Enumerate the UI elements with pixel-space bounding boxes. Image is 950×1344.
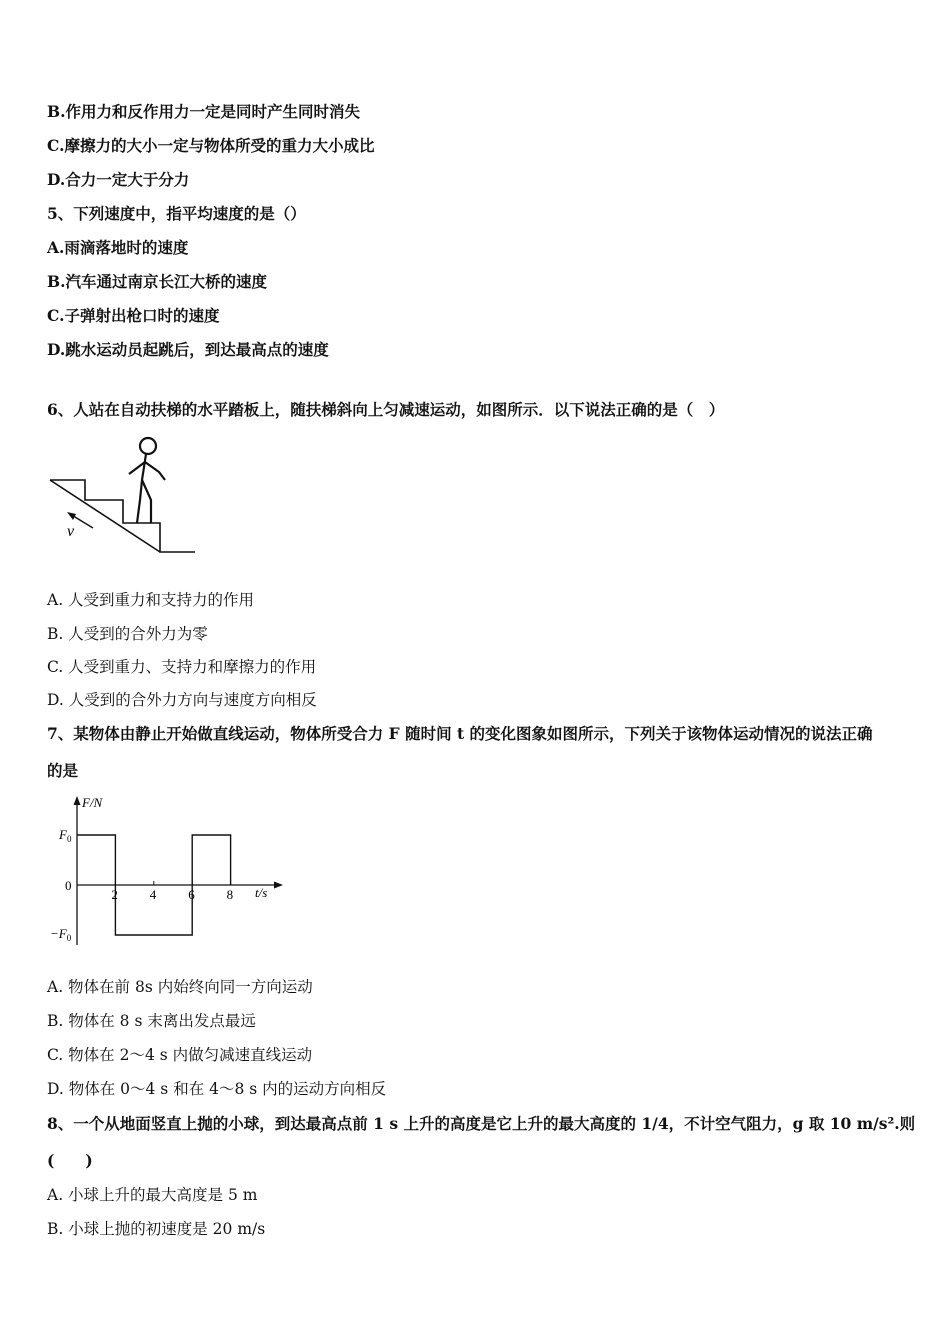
q8-option-a: A. 小球上升的最大高度是 5 m — [47, 1186, 258, 1204]
force-time-chart — [45, 793, 290, 953]
q8-stem-line2: ( ) — [47, 1151, 93, 1170]
q7-stem-line2: 的是 — [47, 761, 79, 780]
person-arm-right — [145, 462, 165, 480]
x-axis-label: t/s — [255, 885, 268, 900]
q4-option-c: C.摩擦力的大小一定与物体所受的重力大小成比 — [47, 136, 375, 155]
x-axis-arrow — [274, 882, 283, 889]
force-time-svg — [45, 793, 290, 953]
q8-stem-line1: 8、一个从地面竖直上抛的小球，到达最高点前 1 s 上升的高度是它上升的最大高度的 1/4，不计空气阻力，g 取 10 m/s².则 — [47, 1114, 916, 1133]
q5-option-c: C.子弹射出枪口时的速度 — [47, 306, 220, 325]
q6-option-c: C. 人受到重力、支持力和摩擦力的作用 — [47, 658, 317, 676]
q5-option-a: A.雨滴落地时的速度 — [47, 238, 189, 257]
q6-option-d: D. 人受到的合外力方向与速度方向相反 — [47, 691, 317, 709]
q7-option-d: D. 物体在 0～4 s 和在 4～8 s 内的运动方向相反 — [47, 1080, 387, 1098]
x-tick-label: 8 — [226, 887, 234, 902]
q7-stem-line1: 7、某物体由静止开始做直线运动，物体所受合力 F 随时间 t 的变化图象如图所示，下列关于该物体运动情况的说法正确 — [47, 724, 873, 743]
q7-option-c: C. 物体在 2～4 s 内做匀减速直线运动 — [47, 1046, 313, 1064]
y-tick-f0: $F_0$ — [59, 827, 72, 844]
x-tick-label: 4 — [149, 887, 157, 902]
person-head — [140, 438, 156, 454]
q8-option-b: B. 小球上抛的初速度是 20 m/s — [47, 1220, 266, 1238]
q7-option-b: B. 物体在 8 s 末离出发点最远 — [47, 1012, 256, 1030]
q5-option-d: D.跳水运动员起跳后，到达最高点的速度 — [47, 340, 329, 359]
escalator-figure — [45, 428, 200, 556]
y-axis-label: F/N — [82, 795, 103, 810]
person-body — [142, 454, 146, 480]
y-axis-arrow — [74, 796, 81, 805]
person-leg-right — [142, 480, 151, 523]
q4-option-d: D.合力一定大于分力 — [47, 170, 190, 189]
q6-option-a: A. 人受到重力和支持力的作用 — [47, 591, 255, 609]
q5-stem: 5、下列速度中，指平均速度的是（） — [47, 204, 306, 223]
y-tick-neg-f0: $-F_0$ — [50, 926, 72, 943]
escalator-incline — [50, 480, 160, 552]
q5-option-b: B.汽车通过南京长江大桥的速度 — [47, 272, 267, 291]
q7-option-a: A. 物体在前 8s 内始终向同一方向运动 — [47, 978, 313, 996]
q6-stem: 6、人站在自动扶梯的水平踏板上，随扶梯斜向上匀减速运动，如图所示．以下说法正确的是（ ） — [47, 400, 725, 419]
q4-option-b: B.作用力和反作用力一定是同时产生同时消失 — [47, 102, 360, 121]
velocity-arrow-head — [67, 512, 76, 520]
escalator-drawing — [45, 428, 200, 556]
person-leg-left — [137, 480, 142, 523]
velocity-label: v — [67, 523, 75, 540]
y-tick-zero: 0 — [65, 878, 72, 893]
q6-option-b: B. 人受到的合外力为零 — [47, 625, 208, 643]
x-tick-label: 2 — [111, 887, 118, 902]
x-tick-label: 6 — [188, 887, 195, 902]
